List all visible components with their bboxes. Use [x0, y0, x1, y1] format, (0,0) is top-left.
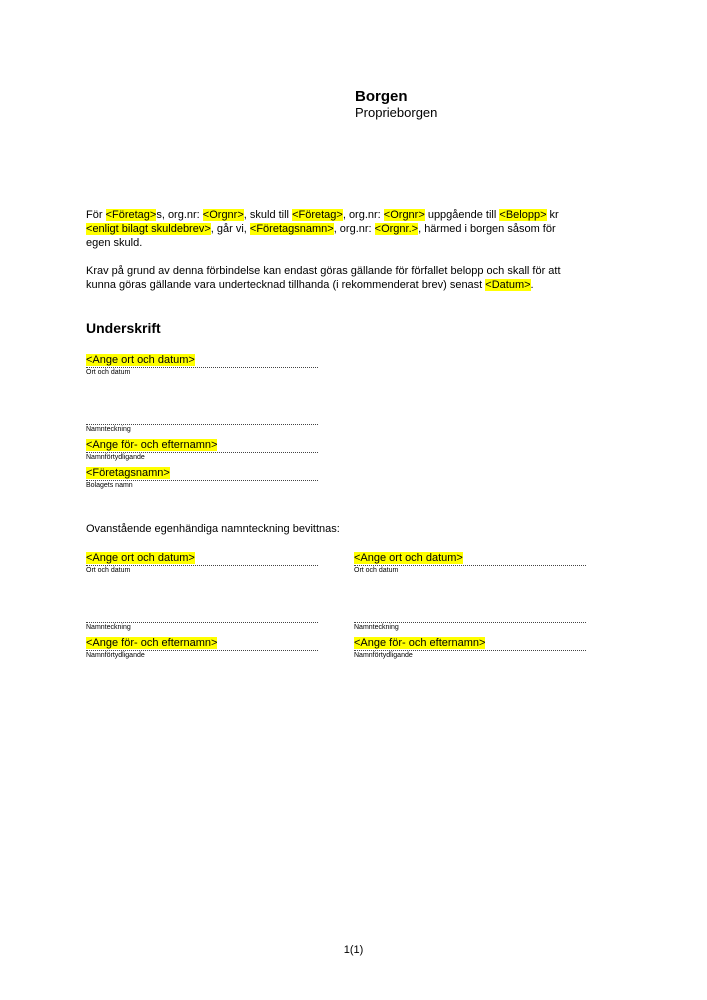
witness-2-name-value[interactable]: <Ange för- och efternamn> — [354, 637, 486, 649]
witness-1-name-field[interactable] — [86, 636, 318, 660]
claim-paragraph — [86, 264, 606, 292]
paragraph-text: . — [530, 279, 534, 291]
placeholder-field[interactable]: <Företag> — [292, 209, 343, 221]
witness-1-place-date-value[interactable]: <Ange ort och datum> — [86, 552, 195, 564]
signer-place-date-field[interactable] — [86, 353, 318, 377]
paragraph-text: kr — [546, 209, 559, 221]
placeholder-field[interactable]: <Orgnr.> — [374, 223, 419, 235]
placeholder-field[interactable]: <Orgnr> — [202, 209, 244, 221]
witness-1-name-caption: Namnförtydligande — [86, 652, 145, 659]
paragraph-text: , går vi, — [210, 223, 250, 235]
witness-2-place-date-caption: Ort och datum — [354, 567, 399, 574]
signer-company-value[interactable]: <Företagsnamn> — [86, 467, 170, 479]
signer-name-caption: Namnförtydligande — [86, 454, 145, 461]
witness-2-signature-field[interactable] — [354, 608, 586, 632]
signer-company-caption: Bolagets namn — [86, 482, 133, 489]
document-title: Borgen — [355, 88, 408, 105]
placeholder-field[interactable]: <Orgnr> — [383, 209, 425, 221]
placeholder-field[interactable]: <Företagsnamn> — [249, 223, 334, 235]
placeholder-field[interactable]: enligt bilagt skuldebrev — [92, 223, 205, 235]
signer-name-value[interactable]: <Ange för- och efternamn> — [86, 439, 218, 451]
paragraph-text: , skuld till — [243, 209, 293, 221]
document-title-block — [355, 88, 437, 121]
placeholder-field[interactable]: > — [204, 223, 211, 235]
witness-1-signature-caption: Namnteckning — [86, 624, 131, 631]
placeholder-field[interactable]: < — [86, 223, 93, 235]
paragraph-text: uppgående till — [424, 209, 500, 221]
paragraph-text: , org.nr: — [333, 223, 375, 235]
witness-intro: Ovanstående egenhändiga namnteckning bevittnas: — [86, 523, 340, 535]
signer-place-date-value[interactable]: <Ange ort och datum> — [86, 354, 195, 366]
witness-2-name-caption: Namnförtydligande — [354, 652, 413, 659]
paragraph-text: , härmed i borgen såsom för — [418, 223, 556, 235]
signer-signature-caption: Namnteckning — [86, 426, 131, 433]
page-number: 1(1) — [343, 944, 364, 956]
paragraph-line — [86, 264, 606, 278]
placeholder-field[interactable]: <Belopp> — [499, 209, 547, 221]
paragraph-text: , org.nr: — [342, 209, 384, 221]
witness-2-name-field[interactable] — [354, 636, 586, 660]
paragraph-line — [86, 278, 606, 292]
signer-name-field[interactable] — [86, 438, 318, 462]
witness-1-place-date-caption: Ort och datum — [86, 567, 131, 574]
paragraph-text: kunna göras gällande vara undertecknad tillhanda (i rekommenderat brev) senast — [86, 279, 486, 291]
paragraph-text: För — [86, 209, 106, 221]
witness-2-place-date-value[interactable]: <Ange ort och datum> — [354, 552, 463, 564]
placeholder-field[interactable]: <Företag> — [105, 209, 157, 221]
section-heading-signature: Underskrift — [86, 320, 161, 336]
signer-company-field[interactable] — [86, 466, 318, 490]
witness-1-name-value[interactable]: <Ange för- och efternamn> — [86, 637, 218, 649]
witness-2-signature-caption: Namnteckning — [354, 624, 399, 631]
paragraph-line — [86, 208, 606, 222]
signer-signature-field[interactable] — [86, 410, 318, 434]
paragraph-line — [86, 222, 606, 236]
witness-2-place-date-field[interactable] — [354, 551, 586, 575]
paragraph-text: egen skuld. — [86, 237, 143, 249]
guarantee-paragraph — [86, 208, 606, 250]
placeholder-field[interactable]: <Datum> — [485, 279, 531, 291]
paragraph-text: Krav på grund av denna förbindelse kan endast göras gällande för förfallet belopp och skall för att — [86, 265, 561, 277]
witness-1-signature-field[interactable] — [86, 608, 318, 632]
signer-place-date-caption: Ort och datum — [86, 369, 131, 376]
witness-1-place-date-field[interactable] — [86, 551, 318, 575]
paragraph-line — [86, 236, 606, 250]
paragraph-text: s, org.nr: — [156, 209, 203, 221]
document-subtitle: Proprieborgen — [355, 105, 438, 120]
